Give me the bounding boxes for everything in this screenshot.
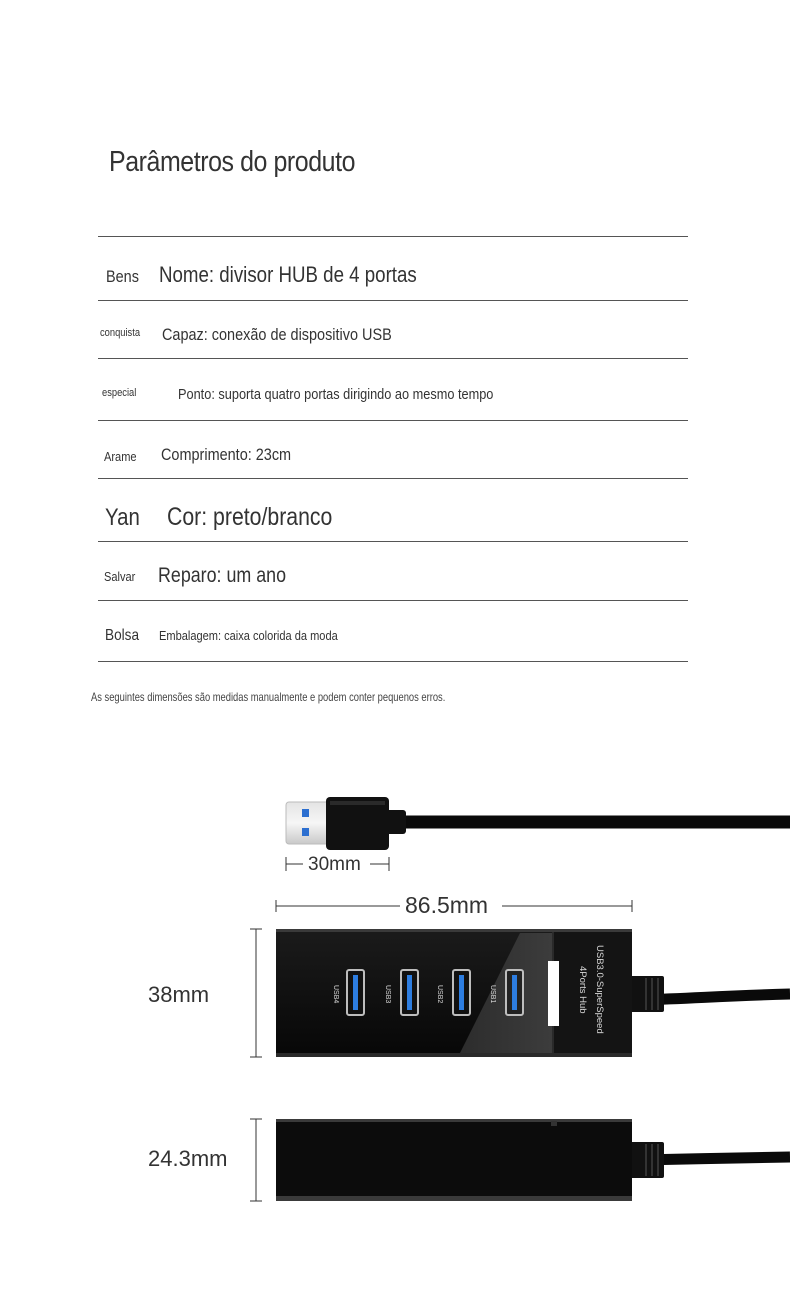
port-label: USB3 xyxy=(384,985,391,1004)
hub-brand-text: USB3.0-SuperSpeed xyxy=(594,945,605,1034)
row-label: Salvar xyxy=(104,569,136,584)
usb-plug xyxy=(286,797,790,850)
plug-length-label: 30mm xyxy=(308,854,361,875)
row-label: Arame xyxy=(104,449,137,464)
hub-width-label: 38mm xyxy=(148,982,210,1007)
row-value: Capaz: conexão de dispositivo USB xyxy=(162,325,392,344)
page-title: Parâmetros do produto xyxy=(109,146,356,178)
hub-length-label: 86.5mm xyxy=(405,892,489,918)
port-label: USB4 xyxy=(332,985,339,1004)
port-label: USB2 xyxy=(436,985,443,1004)
usb-port xyxy=(401,970,418,1015)
row-value: Ponto: suporta quatro portas dirigindo ao mesmo tempo xyxy=(178,386,494,403)
led-strip xyxy=(548,961,559,1026)
row-label: Yan xyxy=(105,504,140,531)
hub-width-dimension xyxy=(250,929,262,1057)
hub-side-view xyxy=(276,1119,790,1201)
row-value: Cor: preto/branco xyxy=(167,503,333,531)
usb-port xyxy=(347,970,364,1015)
row-value: Nome: divisor HUB de 4 portas xyxy=(159,262,417,287)
row-label: Bolsa xyxy=(105,627,140,644)
hub-brand-text: 4Ports Hub xyxy=(577,966,588,1014)
row-value: Embalagem: caixa colorida da moda xyxy=(159,628,338,643)
usb-port xyxy=(506,970,523,1015)
hub-top-view xyxy=(276,929,790,1057)
port-label: USB1 xyxy=(489,985,496,1004)
row-value: Reparo: um ano xyxy=(158,564,287,587)
hub-height-dimension xyxy=(250,1119,262,1201)
usb-port xyxy=(453,970,470,1015)
measurement-note: As seguintes dimensões são medidas manualmente e podem conter pequenos erros. xyxy=(91,690,446,704)
row-label: conquista xyxy=(100,327,141,339)
row-label: Bens xyxy=(106,267,139,286)
row-value: Comprimento: 23cm xyxy=(161,445,292,464)
hub-height-label: 24.3mm xyxy=(148,1146,228,1171)
row-label: especial xyxy=(102,387,137,399)
